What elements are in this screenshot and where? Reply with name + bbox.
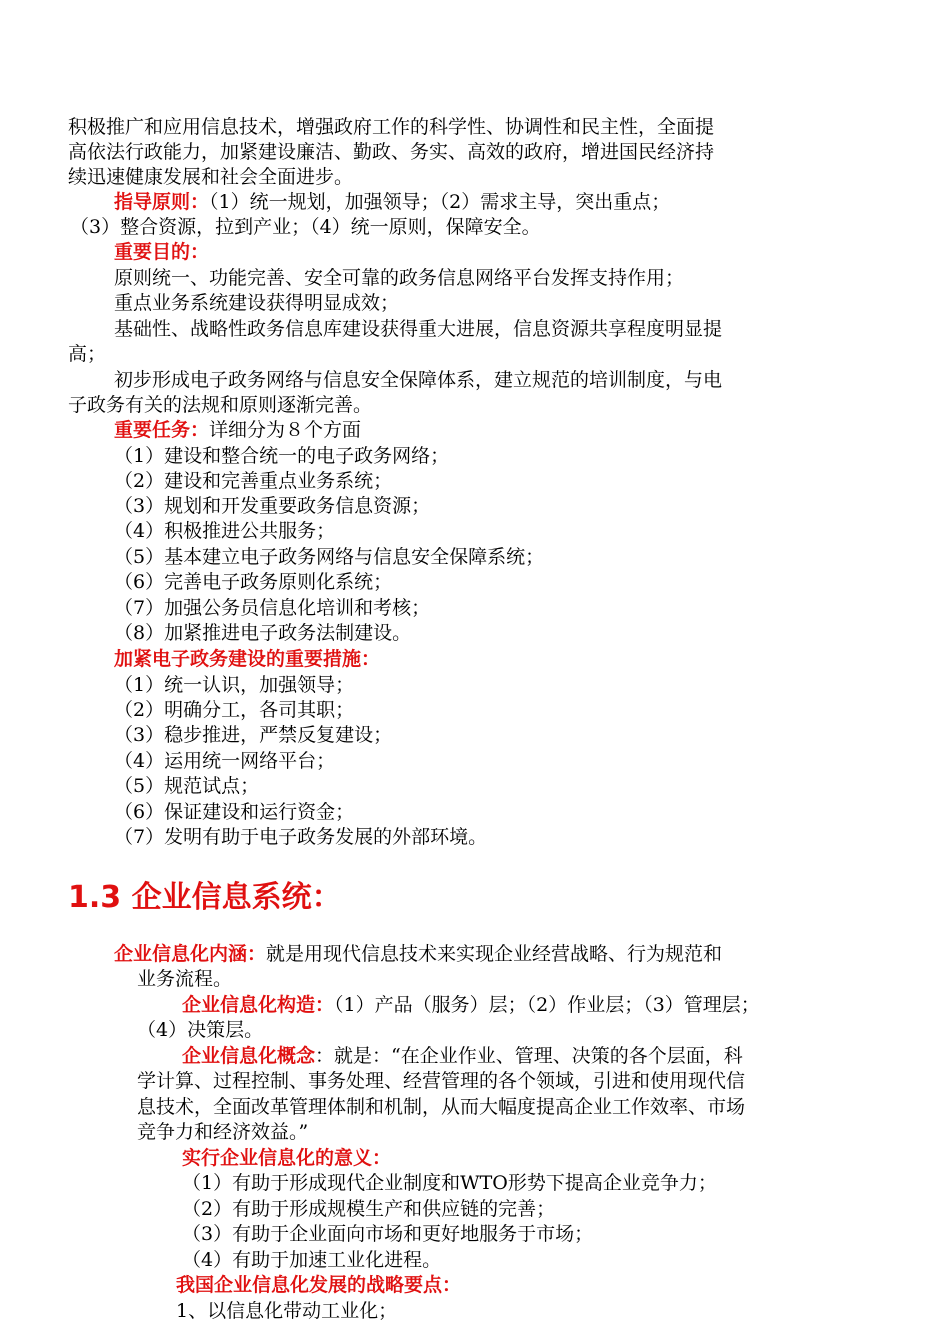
goals-line: 重点业务系统建设获得明显成效； <box>114 292 400 314</box>
measure-item: （5）规范试点； <box>114 775 260 797</box>
goals-line: 高； <box>68 343 107 365</box>
concept-label: 企业信息化概念 <box>182 1045 316 1067</box>
significance-item: （1）有助于形成现代企业制度和WTO形势下提高企业竞争力； <box>182 1172 717 1194</box>
strategy-label: 我国企业信息化发展的战略要点： <box>176 1274 462 1296</box>
measure-item: （6）保证建设和运行资金； <box>114 801 355 823</box>
strategy-item: 1、以信息化带动工业化； <box>176 1300 398 1322</box>
tasks-text: 详细分为８个方面 <box>209 419 362 441</box>
intro-line: 积极推广和应用信息技术，增强政府工作的科学性、协调性和民主性，全面提 <box>68 116 715 138</box>
structure-cont: （4）决策层。 <box>137 1019 264 1041</box>
principles-cont: （3）整合资源，拉到产业；（4）统一原则，保障安全。 <box>70 216 541 238</box>
measure-item: （4）运用统一网络平台； <box>114 750 336 772</box>
significance-item: （2）有助于形成规模生产和供应链的完善； <box>182 1198 556 1220</box>
measures-label: 加紧电子政务建设的重要措施： <box>114 648 381 670</box>
intro-line: 高依法行政能力，加紧建设廉洁、勤政、务实、高效的政府，增进国民经济持 <box>68 141 715 163</box>
structure-label: 企业信息化构造： <box>182 994 335 1016</box>
task-item: （2）建设和完善重点业务系统； <box>114 470 393 492</box>
tasks-line <box>114 418 361 443</box>
principles-label: 指导原则： <box>114 191 210 213</box>
significance-item: （4）有助于加速工业化进程。 <box>182 1249 442 1271</box>
goals-line: 初步形成电子政务网络与信息安全保障体系，建立规范的培训制度，与电 <box>114 369 723 391</box>
task-item: （1）建设和整合统一的电子政务网络； <box>114 445 450 467</box>
goals-line: 原则统一、功能完善、安全可靠的政务信息网络平台发挥支持作用； <box>114 267 685 289</box>
task-item: （7）加强公务员信息化培训和考核； <box>114 597 431 619</box>
task-item: （4）积极推进公共服务； <box>114 520 336 542</box>
connotation-line <box>114 942 722 967</box>
measure-item: （1）统一认识，加强领导； <box>114 674 355 696</box>
goals-label: 重要目的： <box>114 241 210 263</box>
measure-item: （2）明确分工，各司其职； <box>114 699 355 721</box>
measure-item: （7）发明有助于电子政务发展的外部环境。 <box>114 826 488 848</box>
structure-text: （1）产品（服务）层；（2）作业层；（3）管理层； <box>334 994 760 1016</box>
task-item: （3）规划和开发重要政务信息资源； <box>114 495 431 517</box>
structure-line <box>182 993 760 1018</box>
concept-line: 息技术，全面改革管理体制和机制，从而大幅度提高企业工作效率、市场 <box>137 1096 746 1118</box>
concept-line: 竞争力和经济效益。” <box>137 1121 309 1143</box>
tasks-label: 重要任务： <box>114 419 210 441</box>
connotation-text: 就是用现代信息技术来实现企业经营战略、行为规范和 <box>266 943 723 965</box>
task-item: （8）加紧推进电子政务法制建设。 <box>114 622 412 644</box>
significance-label: 实行企业信息化的意义： <box>182 1147 392 1169</box>
section-heading: 1.3 企业信息系统： <box>68 880 342 915</box>
concept-text: ：就是：“在企业作业、管理、决策的各个层面，科 <box>315 1045 743 1067</box>
concept-line <box>182 1044 743 1069</box>
goals-line: 基础性、战略性政务信息库建设获得重大进展，信息资源共享程度明显提 <box>114 318 723 340</box>
significance-item: （3）有助于企业面向市场和更好地服务于市场； <box>182 1223 594 1245</box>
task-item: （6）完善电子政务原则化系统； <box>114 571 393 593</box>
connotation-cont: 业务流程。 <box>137 968 233 990</box>
principles-text: （1）统一规划，加强领导；（2）需求主导，突出重点； <box>209 191 671 213</box>
connotation-label: 企业信息化内涵： <box>114 943 267 965</box>
measure-item: （3）稳步推进，严禁反复建设； <box>114 724 393 746</box>
principles-line <box>114 190 670 215</box>
goals-line: 子政务有关的法规和原则逐渐完善。 <box>68 394 373 416</box>
concept-line: 学计算、过程控制、事务处理、经营管理的各个领域，引进和使用现代信 <box>137 1070 746 1092</box>
task-item: （5）基本建立电子政务网络与信息安全保障系统； <box>114 546 545 568</box>
intro-line: 续迅速健康发展和社会全面进步。 <box>68 166 354 188</box>
